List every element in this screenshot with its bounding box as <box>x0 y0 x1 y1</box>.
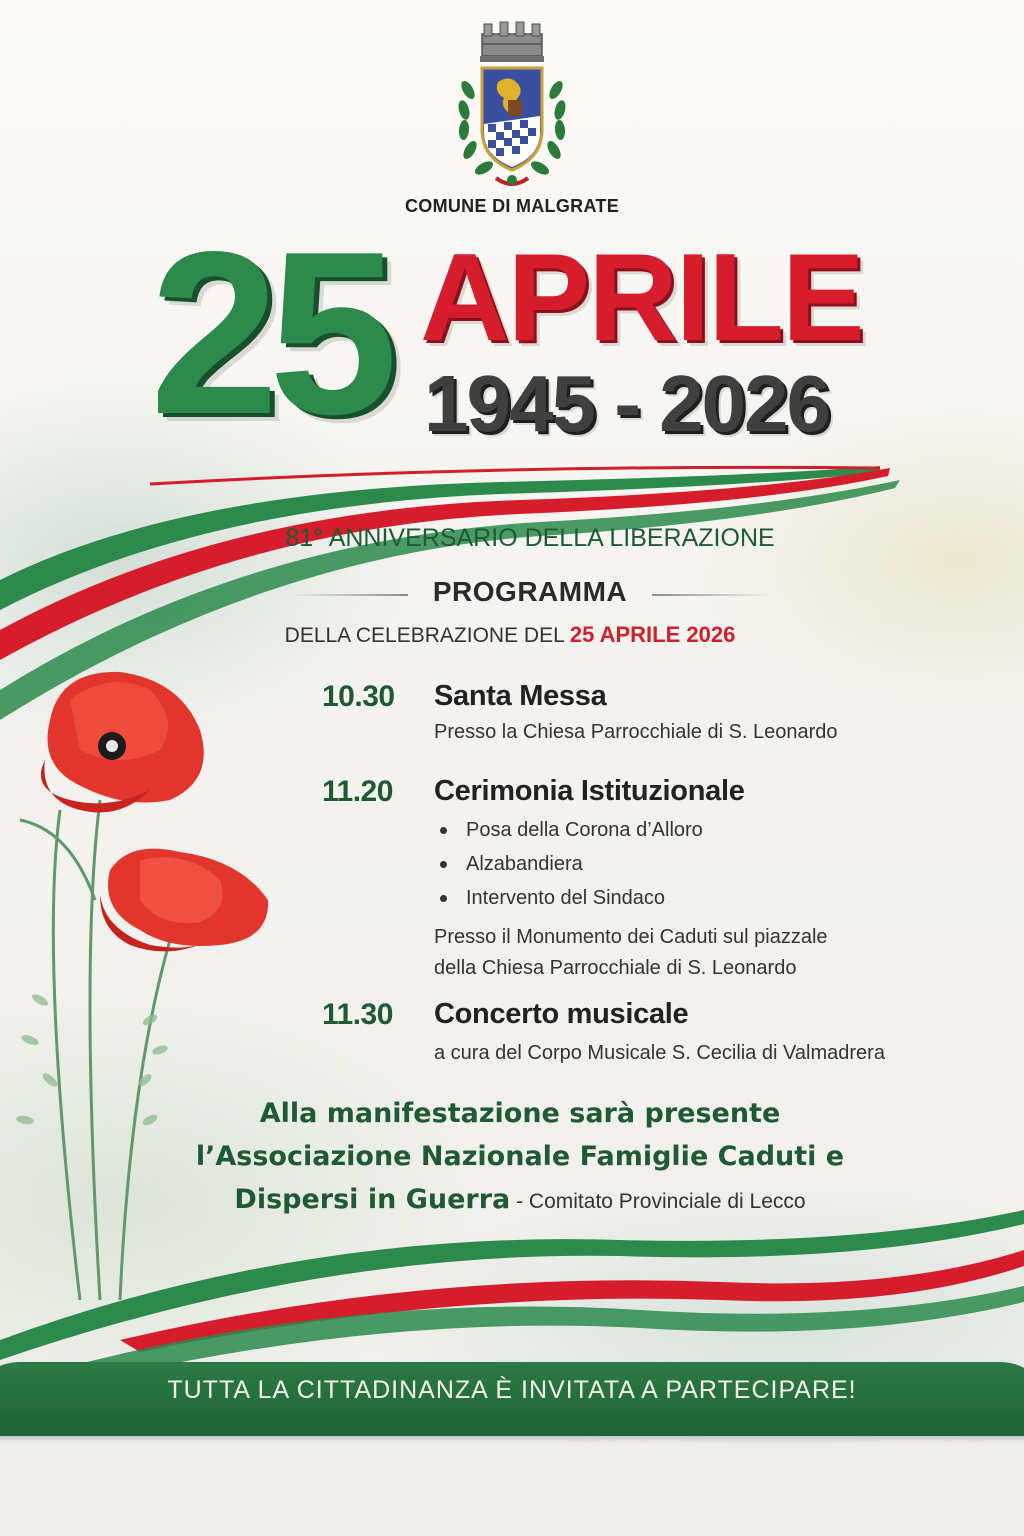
event-place: a cura del Corpo Musicale S. Cecilia di Valmadrera <box>434 1042 885 1064</box>
event-title: Cerimonia Istituzionale <box>434 775 745 807</box>
list-item: Alzabandiera <box>434 847 703 881</box>
association-line1: Alla manifestazione sarà presente <box>259 1098 781 1129</box>
celebration-line <box>200 622 820 648</box>
event-time: 11.30 <box>322 998 393 1031</box>
association-line2: l’Associazione Nazionale Famiglie Caduti e <box>195 1141 845 1172</box>
poppy-1 <box>41 672 204 813</box>
day-number: 25 <box>150 204 389 463</box>
event-place-line2: della Chiesa Parrocchiale di S. Leonardo <box>434 957 797 979</box>
month-title: APRILE <box>420 229 863 367</box>
celebration-date: 25 APRILE 2026 <box>569 622 736 647</box>
event-time: 10.30 <box>322 680 395 713</box>
years-range: 1945 - 2026 <box>424 359 830 448</box>
poppy-2 <box>100 849 268 952</box>
event-place-line1: Presso il Monumento dei Caduti sul piazzale <box>434 926 828 948</box>
association-line3: Dispersi in Guerra <box>234 1184 511 1215</box>
celebration-prefix: DELLA CELEBRAZIONE DEL <box>284 624 570 647</box>
anniversary-title: 81° ANNIVERSARIO DELLA LIBERAZIONE <box>285 524 775 552</box>
event-place: Presso la Chiesa Parrocchiale di S. Leonardo <box>434 721 838 743</box>
event-time: 11.20 <box>322 775 393 808</box>
list-item: Intervento del Sindaco <box>434 881 703 915</box>
programma-label: PROGRAMMA <box>432 576 628 607</box>
association-line3-suffix: - Comitato Provinciale di Lecco <box>510 1190 806 1213</box>
event-bullet-list <box>434 813 703 915</box>
event-title: Santa Messa <box>434 680 607 712</box>
invitation-text: TUTTA LA CITTADINANZA È INVITATA A PARTECIPARE! <box>167 1376 857 1404</box>
list-item: Posa della Corona d’Alloro <box>434 813 703 847</box>
divider-right <box>652 594 770 596</box>
comune-name: COMUNE DI MALGRATE <box>404 196 620 216</box>
programma-heading <box>290 576 770 612</box>
coat-of-arms-icon <box>448 20 576 196</box>
event-title: Concerto musicale <box>434 998 689 1030</box>
